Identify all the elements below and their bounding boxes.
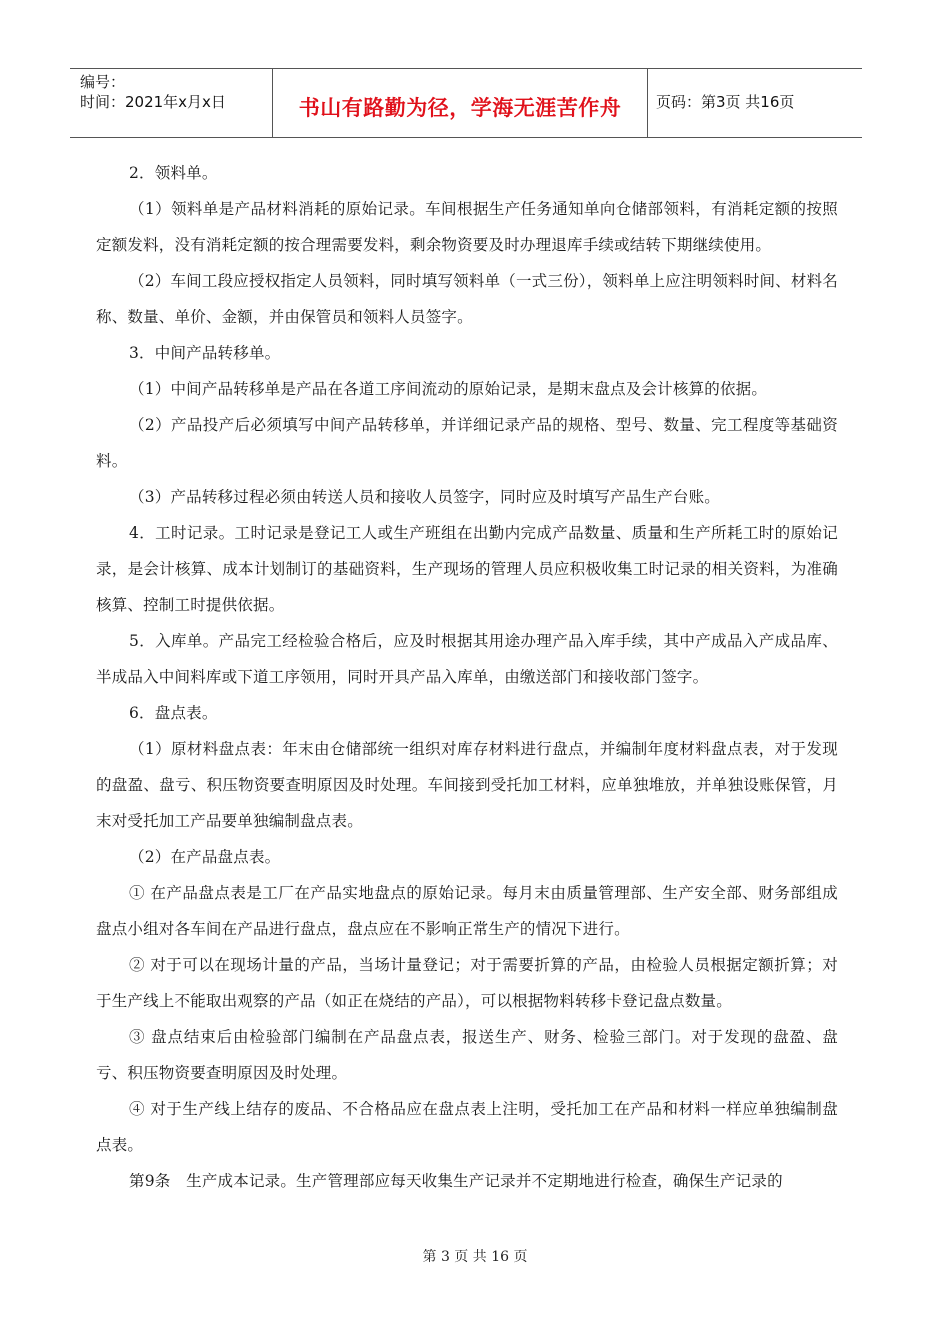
paragraph: 5．入库单。产品完工经检验合格后，应及时根据其用途办理产品入库手续，其中产成品入产成品库、半成品入中间料库或下道工序领用，同时开具产品入库单，由缴送部门和接收部门签字。 <box>96 632 838 686</box>
paragraph: （2）产品投产后必须填写中间产品转移单，并详细记录产品的规格、型号、数量、完工程度等基础资料。 <box>96 416 838 470</box>
header-motto-cell <box>273 69 648 137</box>
document-number-label: 编号： <box>80 73 126 91</box>
header-motto: 书山有路勤为径，学海无涯苦作舟 <box>298 96 622 120</box>
page-footer: 第 3 页 共 16 页 <box>422 1249 528 1265</box>
paragraph: （2）车间工段应授权指定人员领料，同时填写领料单（一式三份），领料单上应注明领料时间、材料名称、数量、单价、金额，并由保管员和领料人员签字。 <box>96 272 838 326</box>
paragraph: （1）中间产品转移单是产品在各道工序间流动的原始记录，是期末盘点及会计核算的依据。 <box>129 380 768 398</box>
paragraph: （2）在产品盘点表。 <box>129 848 281 866</box>
paragraph: ② 对于可以在现场计量的产品，当场计量登记；对于需要折算的产品，由检验人员根据定额折算；对于生产线上不能取出观察的产品（如正在烧结的产品），可以根据物料转移卡登记盘点数量。 <box>96 956 838 1010</box>
paragraph: （1）领料单是产品材料消耗的原始记录。车间根据生产任务通知单向仓储部领料，有消耗定额的按照定额发料，没有消耗定额的按合理需要发料，剩余物资要及时办理退库手续或结转下期继续使用。 <box>96 200 838 254</box>
header-page-info: 页码：第3页 共16页 <box>656 93 795 111</box>
paragraph: （1）原材料盘点表：年末由仓储部统一组织对库存材料进行盘点，并编制年度材料盘点表，对于发现的盘盈、盘亏、积压物资要查明原因及时处理。车间接到受托加工材料，应单独堆放，并单独设账保管，月末对受托加工产品要单独编制盘点表。 <box>96 740 838 830</box>
paragraph: 4．工时记录。工时记录是登记工人或生产班组在出勤内完成产品数量、质量和生产所耗工时的原始记录，是会计核算、成本计划制订的基础资料，生产现场的管理人员应积极收集工时记录的相关资料，为准确核算、控制工时提供依据。 <box>96 524 838 614</box>
document-date: 时间：2021年x月x日 <box>80 93 226 111</box>
document-body <box>96 155 838 1199</box>
paragraph: （3）产品转移过程必须由转送人员和接收人员签字，同时应及时填写产品生产台账。 <box>129 488 720 506</box>
paragraph: ① 在产品盘点表是工厂在产品实地盘点的原始记录。每月末由质量管理部、生产安全部、财务部组成盘点小组对各车间在产品进行盘点，盘点应在不影响正常生产的情况下进行。 <box>96 884 838 938</box>
header-meta <box>70 69 273 137</box>
paragraph: ④ 对于生产线上结存的废品、不合格品应在盘点表上注明，受托加工在产品和材料一样应单独编制盘点表。 <box>96 1100 838 1154</box>
page-header <box>70 68 862 138</box>
paragraph: 3．中间产品转移单。 <box>129 344 281 362</box>
paragraph: 2．领料单。 <box>129 164 218 182</box>
paragraph: ③ 盘点结束后由检验部门编制在产品盘点表，报送生产、财务、检验三部门。对于发现的盘盈、盘亏、积压物资要查明原因及时处理。 <box>96 1028 838 1082</box>
paragraph: 第9条 生产成本记录。生产管理部应每天收集生产记录并不定期地进行检查，确保生产记录的 <box>129 1172 783 1190</box>
paragraph: 6．盘点表。 <box>129 704 218 722</box>
